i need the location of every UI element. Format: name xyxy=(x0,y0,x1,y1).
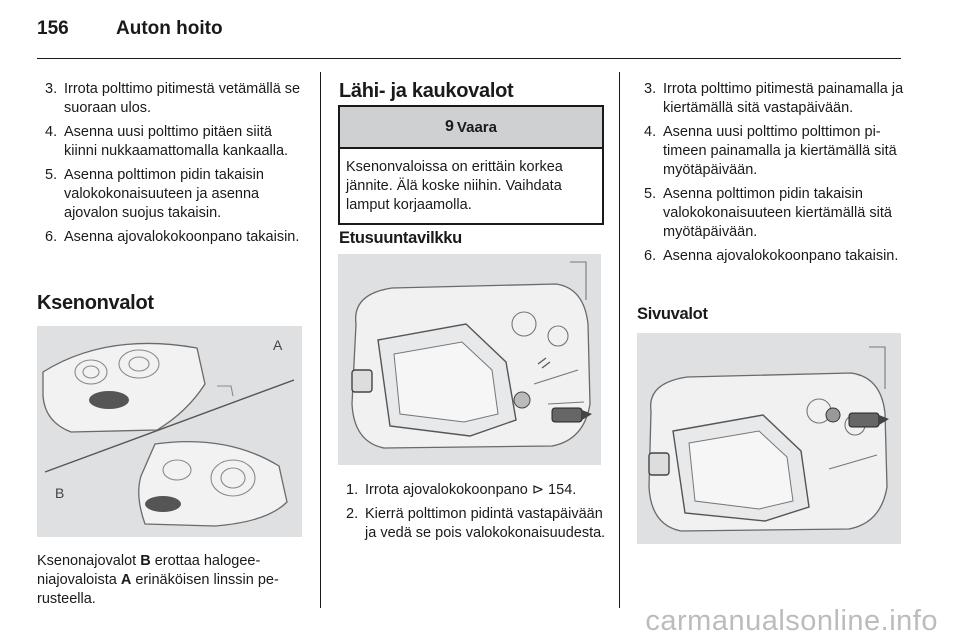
xenon-caption: Ksenonajovalot B erottaa halogeeniajovaloista A erinäköisen linssin perusteella. xyxy=(37,553,279,607)
headlamp-rear-illustration xyxy=(338,254,601,465)
list-item: 3. Irrota polttimo pitimestä painamalla ja kiertämällä sitä vastapäivään. xyxy=(644,81,904,116)
list-item: 4. Asenna uusi polttimo pitäen siitä kiinni nukkaamattomalla kankaalla. xyxy=(45,124,289,159)
side-light-illustration xyxy=(637,333,901,544)
indicator-bulb-figure xyxy=(338,254,601,465)
col1-steps xyxy=(37,80,305,252)
subsection-title-indicator: Etusuuntavilkku xyxy=(339,229,462,247)
section-title-low-high-beam: Lähi- ja kaukovalot xyxy=(339,80,514,102)
list-item: 5. Asenna polttimon pidin takaisin valokokonaisuuteen ja asenna ajovalon suojus takaisin. xyxy=(45,167,264,221)
list-item: 5. Asenna polttimon pidin takaisin valokokonaisuuteen kiertämällä sitä myötäpäivään. xyxy=(644,186,892,240)
list-item: 6. Asenna ajovalokokoonpano takaisin. xyxy=(45,229,300,245)
section-title-xenon: Ksenonvalot xyxy=(37,292,154,314)
header-rule xyxy=(37,58,901,59)
list-item: 1. Irrota ajovalokokoonpano ⊳ 154. xyxy=(346,482,577,498)
chapter-title: Auton hoito xyxy=(116,18,223,39)
watermark: carmanualsonline.info xyxy=(645,605,938,637)
col3-steps xyxy=(636,80,904,271)
figure-label-b: B xyxy=(55,485,65,501)
warning-header xyxy=(340,107,602,149)
warning-triangle-icon: 9 xyxy=(445,118,454,135)
list-item: 6. Asenna ajovalokokoonpano takaisin. xyxy=(644,248,899,264)
column-divider-2 xyxy=(619,72,620,608)
page-number: 156 xyxy=(37,18,69,39)
section-title-side-lights: Sivuvalot xyxy=(637,305,708,323)
side-light-figure xyxy=(637,333,901,544)
headlamp-comparison-illustration xyxy=(37,326,302,537)
column-divider-1 xyxy=(320,72,321,608)
warning-title: Vaara xyxy=(456,118,497,136)
figure-label-a: A xyxy=(273,337,283,353)
warning-text: Ksenonvaloissa on erittäin korkea jännite. Älä koske niihin. Vaihdata lamput korjaamolla. xyxy=(346,159,563,213)
page-reference-arrow-icon: ⊳ xyxy=(527,482,545,498)
list-item: 4. Asenna uusi polttimo polttimon pitimeen painamalla ja kiertämällä sitä myötäpäivään. xyxy=(644,124,897,178)
list-item: 3. Irrota polttimo pitimestä vetämällä se suoraan ulos. xyxy=(45,81,301,116)
warning-box xyxy=(338,105,604,225)
list-item: 2. Kierrä polttimon pidintä vastapäivään ja vedä se pois valokokonaisuudesta. xyxy=(346,506,606,541)
xenon-headlamps-figure xyxy=(37,326,302,537)
col2-steps xyxy=(338,481,608,548)
